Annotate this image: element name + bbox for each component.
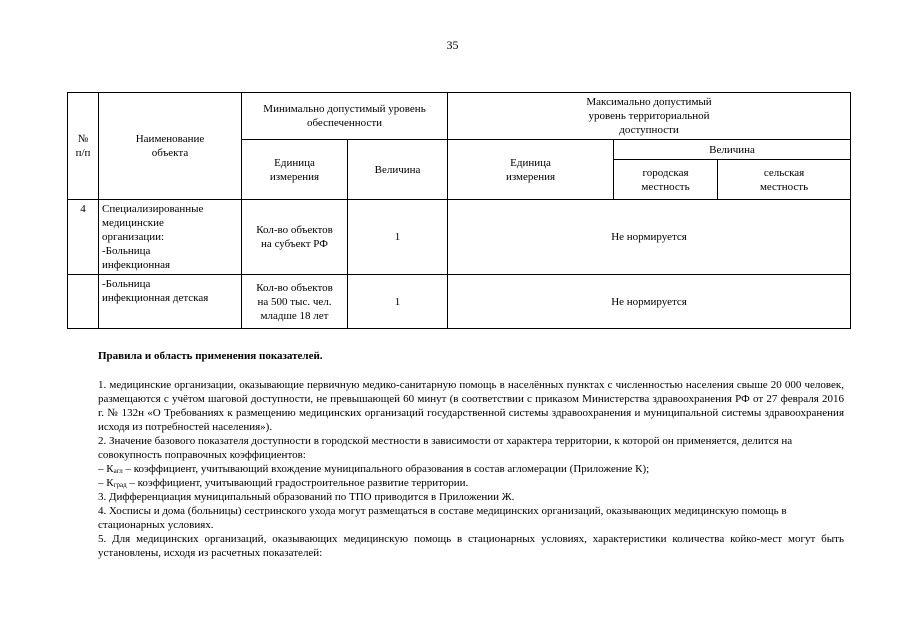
coefficient-k-grad: – $К_{град}$ – коэффициент, учитывающий градостроительное развитие территории. bbox=[98, 477, 469, 489]
row-unit: Кол-во объектов на 500 тыс. чел. младше 18 лет bbox=[242, 275, 348, 329]
table-row bbox=[68, 200, 851, 275]
row-unit: Кол-во объектов на субъект РФ bbox=[242, 200, 348, 275]
header-num: № п/п bbox=[68, 93, 99, 200]
row-access: Не нормируется bbox=[448, 200, 851, 275]
row-value: 1 bbox=[348, 275, 448, 329]
rules-title: Правила и область применения показателей. bbox=[98, 350, 323, 362]
table-row bbox=[68, 275, 851, 329]
header-unit-2: Единица измерения bbox=[448, 140, 614, 200]
rule-1: 1. медицинские организации, оказывающие первичную медико-санитарную помощь в населённых пунктах с численностью населения свыше 20 000 человек, размещаются с учётом шаговой доступности, не превышающей 60 минут (в соответствии с приказом Министерства здравоохранения РФ от 27 февраля 2016 г. № 132н «О Требованиях к размещению медицинских организаций государственной системы здравоохранения и муниципальной системы здравоохранения исходя из потребностей населения»). bbox=[98, 379, 844, 433]
rule-4: 4. Хосписы и дома (больницы) сестринского ухода могут размещаться в составе медицинских организаций, оказывающих медицинскую помощь в стационарных условиях. bbox=[98, 505, 787, 531]
header-unit: Единица измерения bbox=[242, 140, 348, 200]
rule-5: 5. Для медицинских организаций, оказывающих медицинскую помощь в стационарных условиях, характеристики количества койко-мест могут быть установлены, исходя из расчетных показателей: bbox=[98, 533, 844, 559]
header-value: Величина bbox=[348, 140, 448, 200]
coefficient-k-agl: – $К_{агл}$ – коэффициент, учитывающий вхождение муниципального образования в состав агломерации (Приложение К); bbox=[98, 463, 650, 475]
page-number: 35 bbox=[446, 38, 459, 52]
row-name: -Больница инфекционная детская bbox=[99, 275, 242, 329]
norms-table bbox=[67, 92, 851, 329]
row-name: Специализированные медицинские организации: -Больница инфекционная bbox=[99, 200, 242, 275]
header-rural: сельская местность bbox=[718, 160, 851, 200]
rules-body bbox=[98, 378, 844, 560]
row-num: 4 bbox=[68, 200, 99, 275]
header-min-level: Минимально допустимый уровень обеспеченности bbox=[242, 93, 448, 140]
header-max-access: Максимально допустимый уровень территориальной доступности bbox=[448, 93, 851, 140]
header-row-1 bbox=[68, 93, 851, 140]
header-urban: городская местность bbox=[614, 160, 718, 200]
header-value-2: Величина bbox=[614, 140, 851, 160]
header-name: Наименование объекта bbox=[99, 93, 242, 200]
rule-3: 3. Дифференциация муниципальный образований по ТПО приводится в Приложении Ж. bbox=[98, 491, 515, 503]
row-value: 1 bbox=[348, 200, 448, 275]
row-num bbox=[68, 275, 99, 329]
row-access: Не нормируется bbox=[448, 275, 851, 329]
rule-2: 2. Значение базового показателя доступности в городской местности в зависимости от характера территории, к которой он применяется, делится на совокупность поправочных коэффициентов: bbox=[98, 435, 793, 461]
